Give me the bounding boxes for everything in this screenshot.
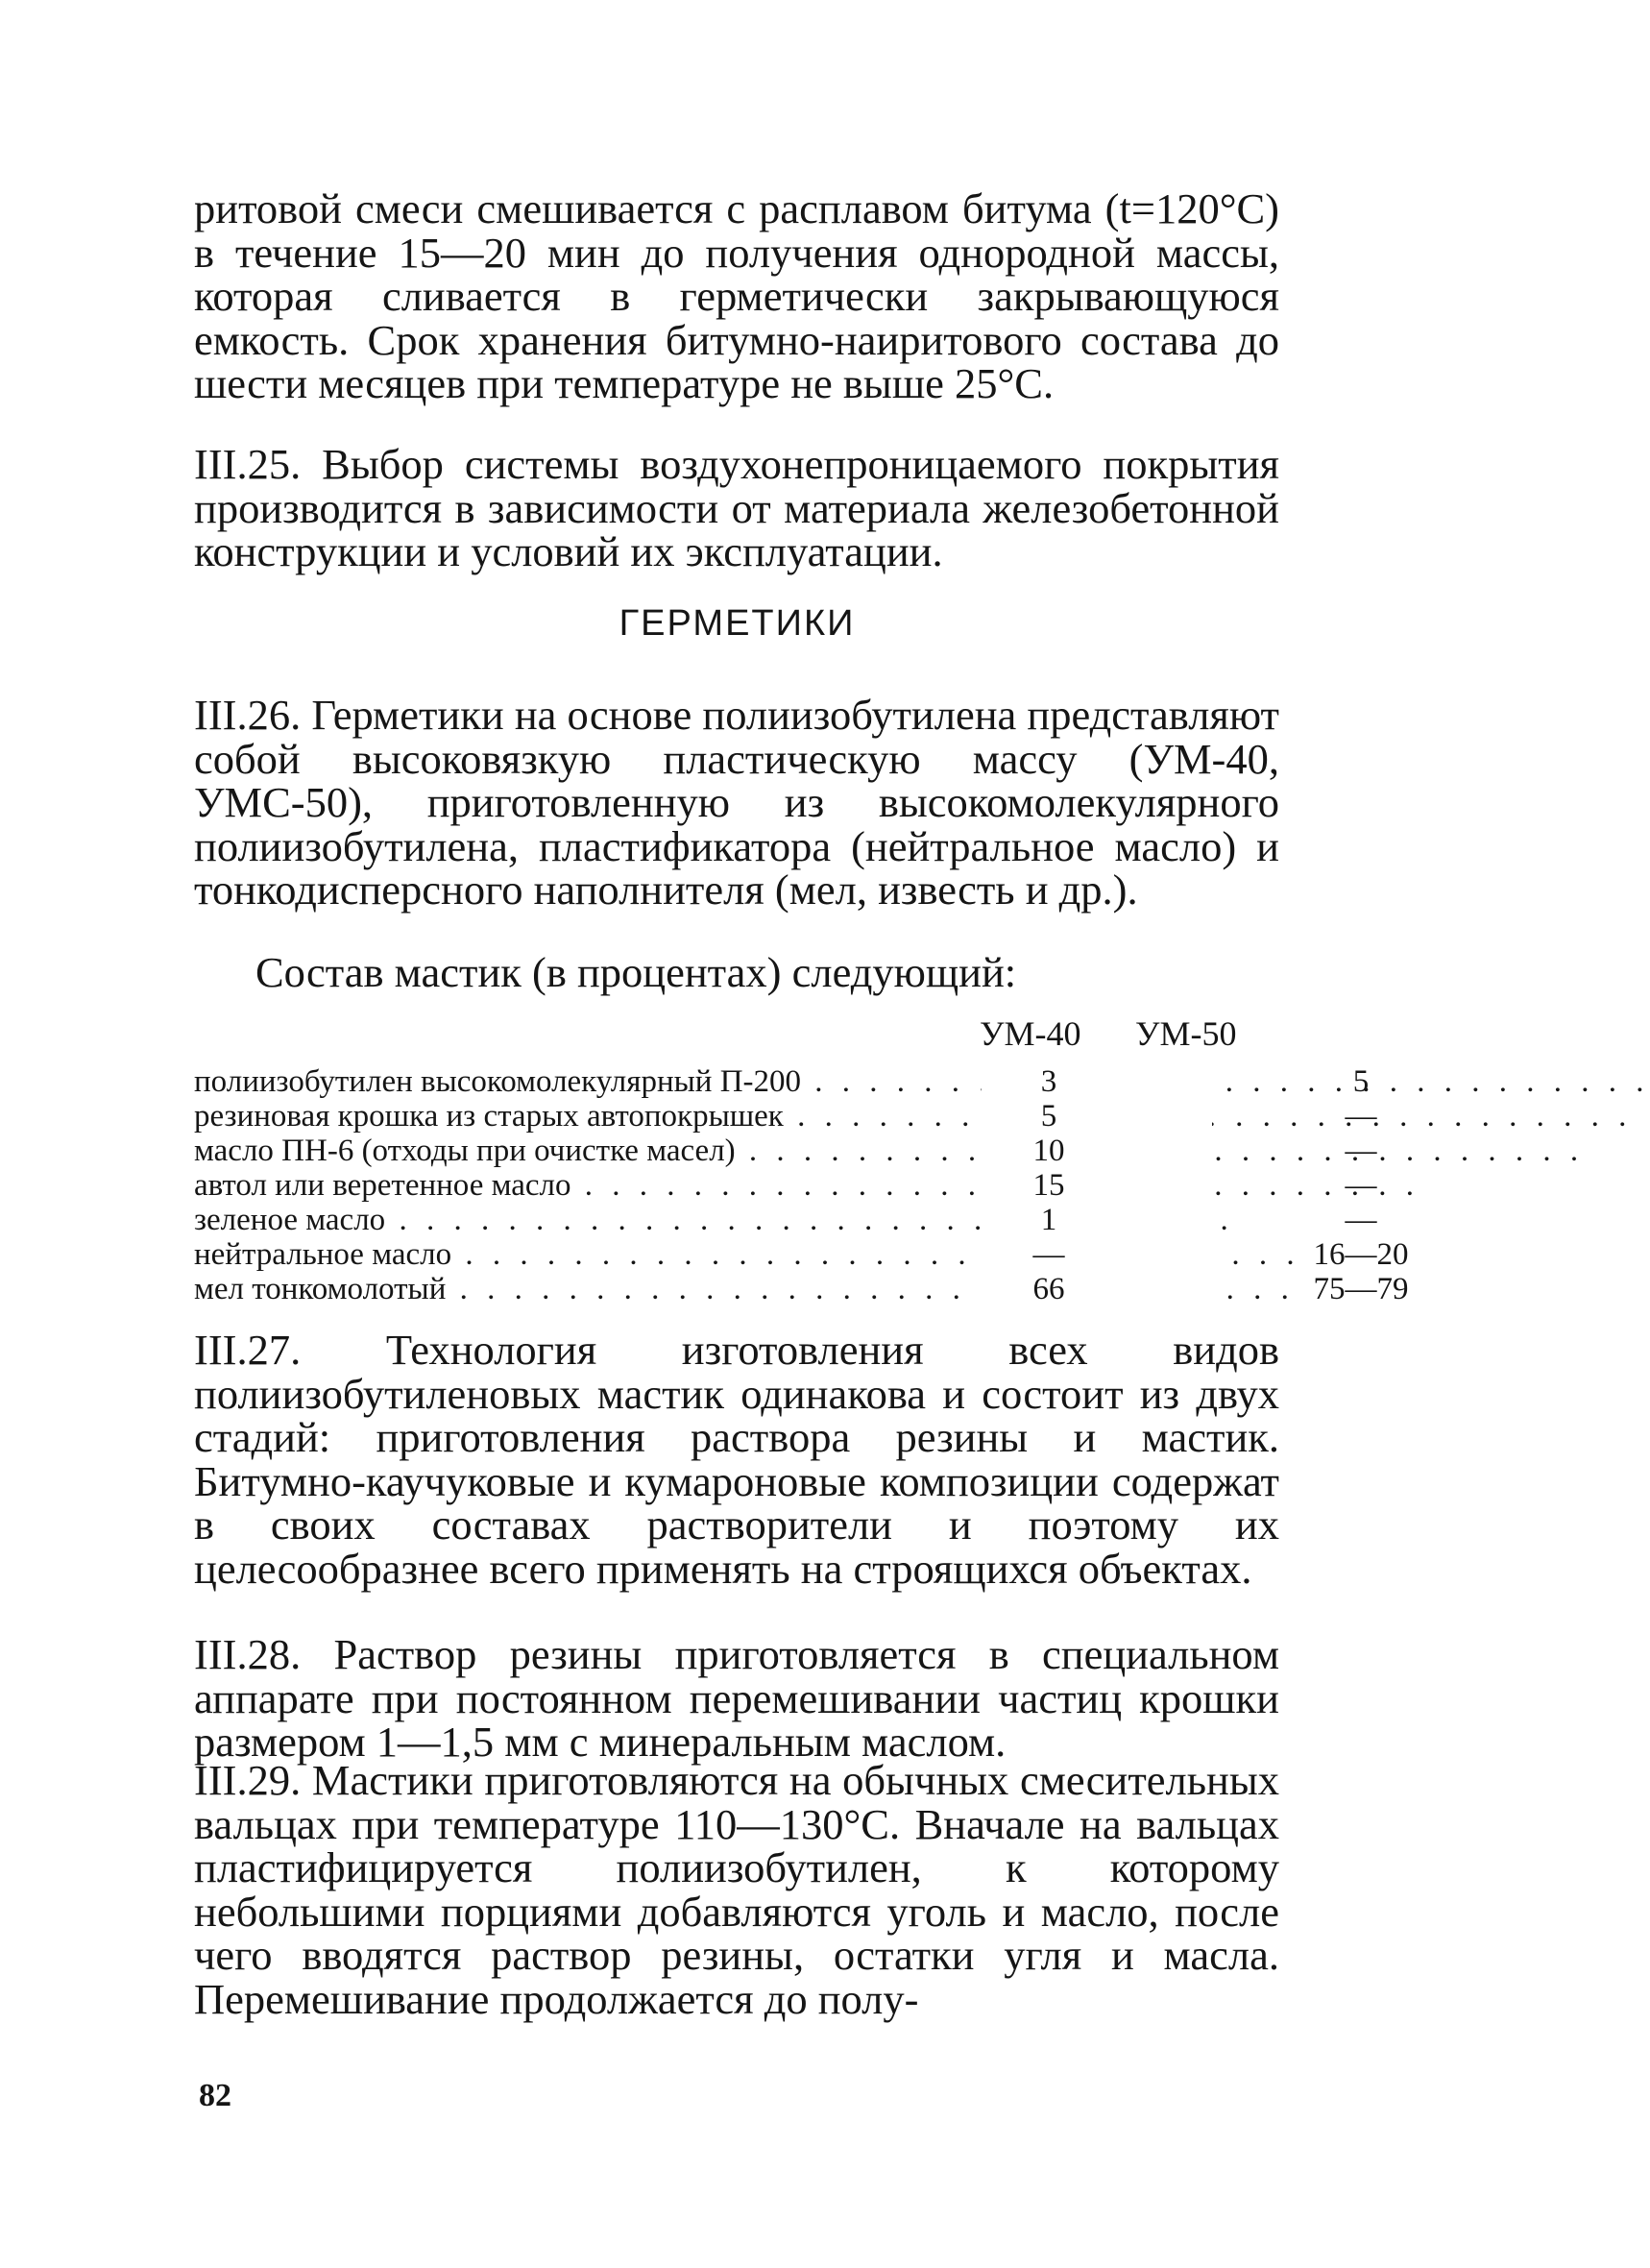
row-name: автол или веретенное масло . . . — [194, 1168, 982, 1203]
composition-table — [194, 1064, 1409, 1306]
row-um50: — — [1345, 1168, 1377, 1203]
row-name: масло ПН-6 (отходы при очистке масел) . . . — [194, 1134, 982, 1168]
table-row — [194, 1203, 1377, 1237]
section-heading: ГЕРМЕТИКИ — [619, 603, 856, 644]
table-row — [194, 1064, 1370, 1099]
paragraph-iii-26: III.26. Герметики на основе полиизобутилена представляют собой высоковязкую пластическую массу (УМ-40, УМС-50), приготовленную из высокомолекулярного полиизобутилена, пластификатора (нейтральное масло) и тонкодисперсного наполнителя (мел, известь и др.). — [194, 691, 1279, 914]
row-um40: 3 — [1040, 1064, 1057, 1099]
row-um50: — — [1345, 1134, 1377, 1168]
row-um40: 5 — [1040, 1099, 1057, 1134]
row-name: мел тонкомолотый . . . — [194, 1272, 982, 1306]
paragraph-iii-27: III.27. Технология изготовления всех видов полиизобутиленовых мастик одинакова и состоит из двух стадий: приготовления раствора резины и мастик. Битумно-каучуковые и кумароновые композиции содержат в своих составах растворители и поэтому их целесообразнее всего применять на строящихся объектах. — [194, 1326, 1279, 1593]
table-row — [194, 1134, 1377, 1168]
row-um50: 16—20 — [1313, 1237, 1409, 1272]
table-lead: Состав мастик (в процентах) следующий: — [255, 948, 1017, 996]
column-header-um40: УМ-40 — [980, 1014, 1081, 1053]
row-um40: 15 — [1032, 1168, 1065, 1203]
row-name: нейтральное масло . . . — [194, 1237, 982, 1272]
row-um50: — — [1345, 1203, 1377, 1237]
paragraph-iii-25: III.25. Выбор системы воздухонепроницаемого покрытия производится в зависимости от материала железобетонной конструкции и условий их эксплуатации. — [194, 440, 1279, 575]
row-um40: 1 — [1040, 1203, 1057, 1237]
row-name: резиновая крошка из старых автопокрышек . . . — [194, 1099, 982, 1134]
row-um40: 10 — [1032, 1134, 1065, 1168]
paragraph-iii-29: III.29. Мастики приготовляются на обычных смесительных вальцах при температуре 110—130°С. Вначале на вальцах пластифицируется полиизобутилен, к которому небольшими порциями добавляются уголь и масло, после чего вводятся раствор резины, остатки угля и масла. Перемешивание продолжается до полу- — [194, 1756, 1279, 2023]
page-number: 82 — [199, 2078, 231, 2113]
row-um50: 5 — [1352, 1064, 1370, 1099]
paragraph-iii-28: III.28. Раствор резины приготовляется в специальном аппарате при постоянном перемешивании частиц крошки размером 1—1,5 мм с минеральным маслом. — [194, 1630, 1279, 1766]
row-um40: 66 — [1032, 1272, 1065, 1306]
paragraph-continuation: ритовой смеси смешивается с расплавом битума (t=120°C) в течение 15—20 мин до получения однородной массы, которая сливается в герметически закрывающуюся емкость. Срок хранения битумно-наиритового состава до шести месяцев при температуре не выше 25°С. — [194, 184, 1279, 407]
table-row — [194, 1237, 1409, 1272]
row-name: зеленое масло . . . — [194, 1203, 982, 1237]
row-um50: — — [1345, 1099, 1377, 1134]
column-header-um50: УМ-50 — [1135, 1014, 1237, 1053]
table-row — [194, 1168, 1377, 1203]
table-row — [194, 1272, 1409, 1306]
table-row — [194, 1099, 1377, 1134]
row-name: полиизобутилен высокомолекулярный П-200 . . . — [194, 1064, 982, 1099]
row-um40: — — [1032, 1237, 1065, 1272]
row-um50: 75—79 — [1313, 1272, 1409, 1306]
